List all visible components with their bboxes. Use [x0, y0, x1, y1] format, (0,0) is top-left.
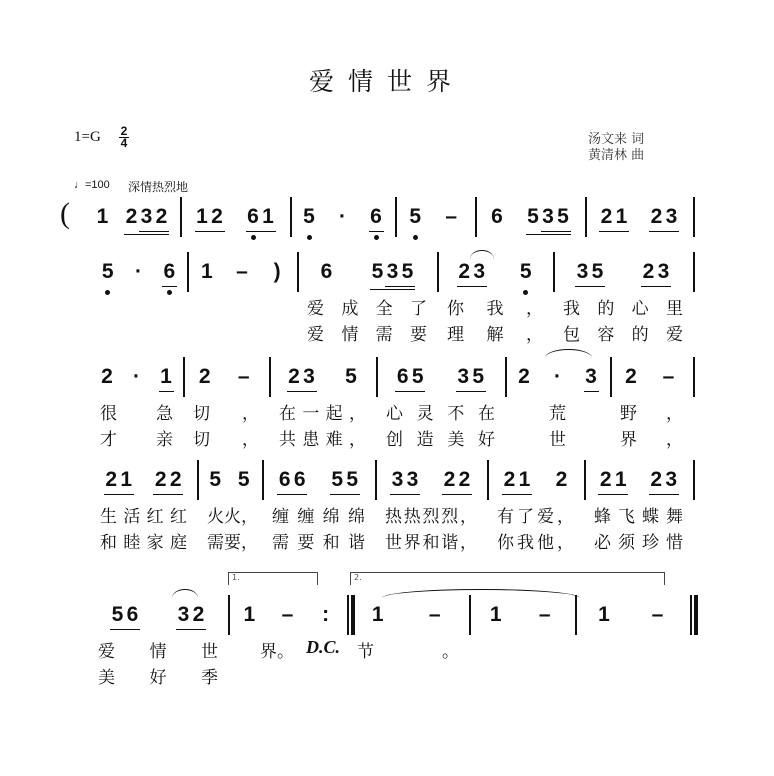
measure: [294, 205, 391, 232]
expression-marking: 深情热烈地: [128, 180, 189, 194]
measure: [201, 468, 258, 492]
beam-group: [162, 260, 177, 287]
lyric-line-1: 火火，: [207, 507, 258, 527]
note: 2: [211, 205, 223, 228]
barline: [183, 357, 185, 397]
barline: [584, 460, 586, 500]
lyric-line-1: 生活红红: [100, 507, 187, 527]
lyric-line-1: 热热烈烈，: [385, 507, 477, 527]
note: 2: [503, 468, 516, 491]
note: 5: [209, 468, 222, 491]
barline: [575, 595, 577, 635]
measure: [88, 205, 176, 235]
note: 3: [303, 365, 315, 388]
note: 1: [243, 603, 256, 626]
note: 1: [518, 468, 531, 491]
lyric-line-1: 界。: [260, 642, 294, 662]
lyric-line-1: 爱成全了: [307, 299, 427, 319]
barline: [690, 595, 692, 635]
barline: [187, 252, 189, 292]
barline: [197, 460, 199, 500]
barline: [585, 197, 587, 237]
volta-bracket-1: 1.: [228, 572, 318, 585]
note: 3: [665, 468, 678, 491]
note: 2: [458, 260, 471, 283]
barline: [610, 357, 612, 397]
time-signature: [119, 126, 129, 149]
beam-group: [246, 205, 276, 232]
song-title: 爱情世界: [308, 67, 465, 96]
thick-barline: [694, 595, 698, 635]
slur: [470, 250, 494, 259]
note: 5: [411, 365, 424, 388]
lyric-line-1: 蜂飞蝶舞: [594, 507, 683, 527]
barline: [693, 460, 695, 500]
beam-group: [502, 468, 532, 495]
time-signature-top: 2: [120, 124, 128, 138]
beam-group: [457, 260, 487, 287]
note: 6: [126, 603, 139, 626]
barline: [475, 197, 477, 237]
note: 6: [370, 205, 382, 228]
note: 1: [160, 365, 172, 388]
beam-group: [442, 468, 472, 495]
note: 2: [642, 260, 655, 283]
beam-group: [369, 205, 384, 232]
beam-group: [104, 468, 134, 495]
note: 5: [303, 205, 315, 228]
measure: [191, 260, 293, 284]
lyric-line-2: 和睦家庭: [100, 533, 187, 553]
barline: [262, 460, 264, 500]
note: 2: [198, 365, 211, 388]
barline: [228, 595, 230, 635]
note: 5: [409, 205, 422, 228]
beam-group: [139, 205, 169, 232]
note: 5: [519, 260, 532, 283]
note: 1: [120, 468, 133, 491]
key-signature: 1=G: [74, 129, 101, 145]
note: 5: [557, 205, 569, 228]
note: 5: [237, 468, 250, 491]
note: 3: [406, 468, 419, 491]
note: 1: [96, 205, 109, 228]
barline: [395, 197, 397, 237]
measure: [579, 603, 686, 627]
beam-group: [287, 365, 317, 392]
dash: –: [281, 603, 294, 626]
measure: [557, 260, 689, 287]
note: 1: [614, 468, 627, 491]
measure: [301, 260, 433, 290]
beam-group: [153, 468, 183, 495]
beam-group: [176, 603, 206, 630]
lyric-line-1: 我的心里: [563, 299, 683, 319]
note: 2: [105, 468, 118, 491]
note: 3: [140, 205, 153, 228]
note: 1: [200, 260, 213, 283]
barline: [180, 197, 182, 237]
lyric-line-2: 爱情需要: [307, 325, 427, 345]
beam-group: [277, 468, 307, 495]
lyric-line-1: 很急: [100, 404, 173, 424]
barline: [693, 197, 695, 237]
note: 3: [473, 260, 486, 283]
beam-group: [395, 365, 425, 392]
dash: –: [538, 603, 551, 626]
measure: [94, 260, 183, 287]
barline: [297, 252, 299, 292]
note: 6: [163, 260, 176, 283]
barline: [487, 460, 489, 500]
barline: [376, 357, 378, 397]
beam-group: [330, 468, 360, 495]
augmentation-dot: ·: [339, 205, 346, 228]
lyric-line-2: 美好季: [98, 668, 218, 688]
lyric-line-2: 必须珍惜: [594, 533, 683, 553]
beam-group: [385, 260, 415, 287]
lyric-line-1: 你我，: [447, 299, 543, 319]
barline: [505, 357, 507, 397]
note: 2: [125, 205, 138, 228]
note: 2: [625, 365, 637, 388]
note: 1: [196, 205, 208, 228]
dash: –: [445, 205, 458, 228]
lyric-line-2: 切，: [193, 430, 259, 450]
da-capo-marking: D.C.: [306, 637, 341, 657]
beam-group: [649, 468, 679, 495]
measure: [266, 468, 371, 495]
lyric-line-2: 创造美好: [386, 430, 495, 450]
note: 6: [293, 468, 306, 491]
note: 5: [591, 260, 604, 283]
lyric-line-2: 你我他，: [497, 533, 574, 553]
note: 5: [527, 205, 539, 228]
lyricist: 汤文来 词: [588, 132, 645, 147]
lyric-line-1: 心灵不在: [386, 404, 495, 424]
repeat-sign: :: [322, 603, 330, 626]
beam-group: [456, 365, 486, 392]
barline: [375, 460, 377, 500]
time-signature-bottom: 4: [120, 136, 128, 150]
note: 1: [615, 205, 628, 228]
note: 2: [288, 365, 300, 388]
note: 3: [665, 205, 678, 228]
beam-group: [599, 205, 629, 232]
note: 1: [598, 603, 610, 626]
measure: [92, 603, 224, 630]
dash: –: [651, 603, 664, 626]
note: 2: [650, 205, 663, 228]
note: 5: [371, 260, 384, 283]
lyric-line-2: 理解，: [447, 325, 543, 345]
measure: [94, 468, 193, 495]
note: 2: [101, 365, 113, 388]
measure: [589, 205, 689, 232]
note: 2: [458, 468, 471, 491]
note: 2: [154, 468, 167, 491]
note: 3: [457, 365, 470, 388]
note: 1: [262, 205, 274, 228]
slur: [172, 589, 198, 598]
note: 3: [542, 205, 554, 228]
beam-group: [598, 468, 628, 495]
barline: [269, 357, 271, 397]
beam-group: [124, 205, 169, 235]
augmentation-dot: ·: [134, 260, 142, 283]
measure: [94, 365, 179, 392]
measure: [588, 468, 689, 495]
lyric-line-1: 切，: [193, 404, 259, 424]
note: 3: [657, 260, 670, 283]
note: 2: [192, 603, 205, 626]
tempo-marking: ♩=100: [74, 179, 110, 191]
beam-group: [159, 365, 174, 392]
beam-group: [649, 205, 679, 232]
note: 2: [443, 468, 456, 491]
measure: [473, 603, 571, 627]
note: 6: [247, 205, 259, 228]
measure: [441, 260, 549, 287]
beam-group: [110, 603, 140, 630]
note: 2: [155, 205, 168, 228]
note: 6: [491, 205, 503, 228]
note: 2: [169, 468, 182, 491]
barline: [469, 595, 471, 635]
note: 3: [391, 468, 404, 491]
lyric-line-2: 包容的爱: [563, 325, 683, 345]
note: 5: [345, 365, 357, 388]
lyric-line-2: 才亲: [100, 430, 173, 450]
note: 3: [386, 260, 399, 283]
thick-barline: [351, 595, 355, 635]
measure: [491, 468, 580, 495]
note: 5: [331, 468, 344, 491]
lyric-line-1: 爱情世: [98, 642, 218, 662]
open-paren: (: [60, 197, 70, 230]
measure: [509, 365, 606, 392]
beam-group: [390, 468, 420, 495]
note: 5: [111, 603, 124, 626]
note: 2: [650, 468, 663, 491]
lyric-line-1: 有了爱，: [497, 507, 574, 527]
measure: [399, 205, 471, 229]
credits: [588, 132, 644, 164]
barline: [290, 197, 292, 237]
slur: [382, 589, 580, 598]
lyric-line-2: 共患难，: [279, 430, 366, 450]
measure: [232, 603, 343, 627]
beam-group: [575, 260, 605, 287]
note: 1: [371, 603, 384, 626]
augmentation-dot: ·: [554, 365, 561, 388]
lyric-line-2: 世界和谐，: [385, 533, 477, 553]
augmentation-dot: ·: [133, 365, 140, 388]
close-paren: ): [273, 260, 281, 283]
beam-group: [641, 260, 671, 287]
note: 6: [320, 260, 333, 283]
lyric-line-2: 界，: [620, 430, 683, 450]
barline: [347, 595, 349, 635]
dash: –: [662, 365, 675, 388]
lyric-line-1: 荒: [549, 404, 566, 424]
measure: [379, 468, 483, 495]
note: 2: [600, 205, 613, 228]
dash: –: [428, 603, 441, 626]
beam-group: [195, 205, 225, 232]
note: 5: [401, 260, 414, 283]
barline: [553, 252, 555, 292]
note: 3: [576, 260, 589, 283]
measure: [184, 205, 286, 232]
barline: [437, 252, 439, 292]
note: 5: [346, 468, 359, 491]
measure: [479, 205, 581, 235]
note: 3: [177, 603, 190, 626]
measure: [187, 365, 265, 389]
note: 5: [472, 365, 485, 388]
beam-group: [584, 365, 599, 392]
lyric-line-1: 野，: [620, 404, 683, 424]
beam-group: [526, 205, 571, 235]
barline: [693, 357, 695, 397]
note: 5: [101, 260, 114, 283]
measure: [351, 603, 465, 627]
lyric-line-1: 缠缠绵绵: [272, 507, 365, 527]
note: 2: [518, 365, 530, 388]
note: 1: [489, 603, 502, 626]
lyric-line-2: 世: [549, 430, 566, 450]
measure: [380, 365, 501, 392]
dash: –: [236, 260, 248, 283]
composer: 黄清林 曲: [588, 148, 645, 163]
lyric-line-1: 节。: [357, 642, 459, 662]
beam-group: [541, 205, 571, 232]
note: 6: [278, 468, 291, 491]
volta-bracket-2: 2.: [350, 572, 665, 585]
lyric-line-2: 需要，: [207, 533, 258, 553]
note: 2: [599, 468, 612, 491]
measure: [273, 365, 372, 392]
dash: –: [237, 365, 250, 388]
beam-group: [370, 260, 415, 290]
note: 3: [585, 365, 597, 388]
note: 2: [555, 468, 568, 491]
lyric-line-2: 需要和谐: [272, 533, 365, 553]
note: 6: [396, 365, 409, 388]
measure: [614, 365, 689, 389]
slur: [545, 349, 592, 358]
lyric-line-1: 在一起，: [279, 404, 366, 424]
barline: [693, 252, 695, 292]
